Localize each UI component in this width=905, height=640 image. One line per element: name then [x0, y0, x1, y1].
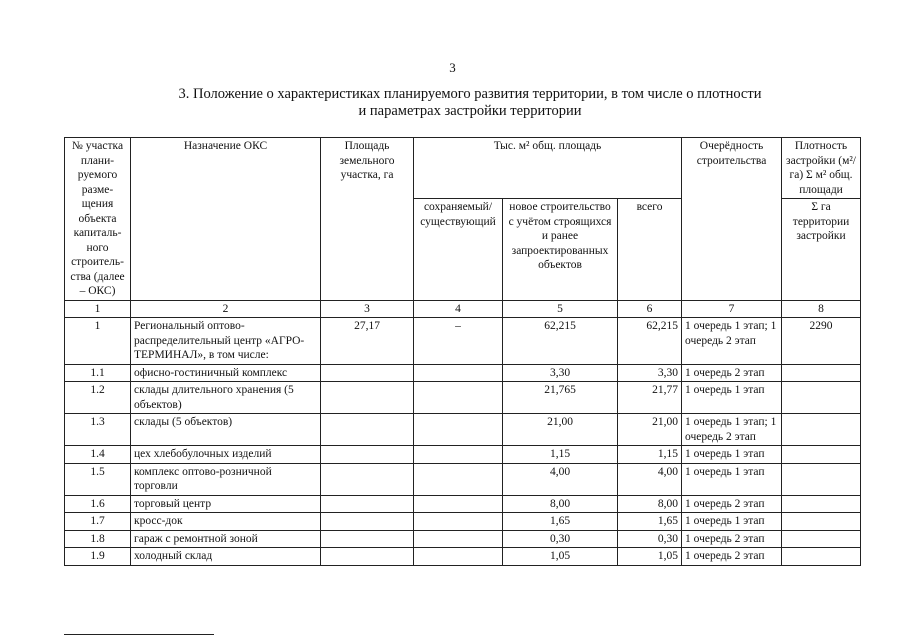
cell-land-area: 27,17	[321, 318, 414, 365]
cell-total: 21,00	[618, 414, 682, 446]
cell-purpose: склады длительного хранения (5 объектов)	[131, 382, 321, 414]
cell-density	[782, 414, 861, 446]
table-row	[65, 530, 861, 548]
header-land-area: Площадь земельного участка, га	[321, 138, 414, 301]
cell-purpose: цех хлебобулочных изделий	[131, 446, 321, 464]
column-number: 6	[618, 300, 682, 318]
cell-land-area	[321, 446, 414, 464]
cell-purpose: торговый центр	[131, 495, 321, 513]
cell-plot-number: 1.8	[65, 530, 131, 548]
header-plot-number: № участка плани-руемого разме-щения объекта капиталь-ного строитель-ства (далее – ОКС)	[65, 138, 131, 301]
column-number: 4	[414, 300, 503, 318]
title-line-2: и параметрах застройки территории	[358, 103, 582, 119]
cell-land-area	[321, 463, 414, 495]
cell-new-construction: 21,765	[503, 382, 618, 414]
cell-land-area	[321, 382, 414, 414]
cell-plot-number: 1.5	[65, 463, 131, 495]
cell-density	[782, 364, 861, 382]
cell-construction-order: 1 очередь 1 этап	[682, 463, 782, 495]
footnote-divider	[64, 634, 214, 635]
document-title	[120, 86, 820, 120]
header-density-bottom: Σ га территории застройки	[782, 199, 861, 301]
column-number: 5	[503, 300, 618, 318]
cell-land-area	[321, 364, 414, 382]
header-density-top: Плотность застройки (м²/га) Σ м² общ. площади	[782, 138, 861, 199]
page-number: 3	[449, 60, 456, 75]
cell-purpose: офисно-гостиничный комплекс	[131, 364, 321, 382]
cell-existing	[414, 463, 503, 495]
table-row	[65, 548, 861, 566]
header-purpose: Назначение ОКС	[131, 138, 321, 301]
cell-construction-order: 1 очередь 2 этап	[682, 364, 782, 382]
cell-density	[782, 513, 861, 531]
cell-plot-number: 1.7	[65, 513, 131, 531]
cell-existing	[414, 513, 503, 531]
cell-purpose: холодный склад	[131, 548, 321, 566]
cell-new-construction: 8,00	[503, 495, 618, 513]
cell-plot-number: 1.9	[65, 548, 131, 566]
cell-total: 8,00	[618, 495, 682, 513]
development-parameters-table	[64, 137, 861, 566]
cell-plot-number: 1.6	[65, 495, 131, 513]
cell-total: 0,30	[618, 530, 682, 548]
cell-purpose: гараж с ремонтной зоной	[131, 530, 321, 548]
cell-plot-number: 1.2	[65, 382, 131, 414]
cell-existing	[414, 414, 503, 446]
cell-existing	[414, 495, 503, 513]
cell-existing	[414, 548, 503, 566]
cell-total: 1,15	[618, 446, 682, 464]
table-row	[65, 318, 861, 365]
header-total: всего	[618, 199, 682, 301]
cell-purpose: склады (5 объектов)	[131, 414, 321, 446]
cell-plot-number: 1.1	[65, 364, 131, 382]
cell-density	[782, 463, 861, 495]
cell-construction-order: 1 очередь 2 этап	[682, 530, 782, 548]
cell-construction-order: 1 очередь 1 этап	[682, 446, 782, 464]
cell-existing: –	[414, 318, 503, 365]
cell-new-construction: 4,00	[503, 463, 618, 495]
table-row	[65, 382, 861, 414]
header-floor-area-group: Тыс. м² общ. площадь	[414, 138, 682, 199]
table-row	[65, 364, 861, 382]
cell-density	[782, 530, 861, 548]
cell-density	[782, 446, 861, 464]
cell-total: 62,215	[618, 318, 682, 365]
column-number: 2	[131, 300, 321, 318]
cell-construction-order: 1 очередь 1 этап	[682, 382, 782, 414]
cell-density: 2290	[782, 318, 861, 365]
cell-land-area	[321, 513, 414, 531]
cell-total: 3,30	[618, 364, 682, 382]
column-numbering-row	[65, 300, 861, 318]
table-body	[65, 300, 861, 565]
cell-new-construction: 0,30	[503, 530, 618, 548]
cell-construction-order: 1 очередь 1 этап; 1 очередь 2 этап	[682, 318, 782, 365]
cell-land-area	[321, 495, 414, 513]
cell-new-construction: 3,30	[503, 364, 618, 382]
cell-construction-order: 1 очередь 1 этап; 1 очередь 2 этап	[682, 414, 782, 446]
cell-new-construction: 1,05	[503, 548, 618, 566]
cell-total: 1,65	[618, 513, 682, 531]
cell-existing	[414, 364, 503, 382]
cell-new-construction: 1,65	[503, 513, 618, 531]
cell-total: 1,05	[618, 548, 682, 566]
cell-construction-order: 1 очередь 2 этап	[682, 548, 782, 566]
cell-existing	[414, 382, 503, 414]
cell-construction-order: 1 очередь 1 этап	[682, 513, 782, 531]
column-number: 8	[782, 300, 861, 318]
cell-total: 21,77	[618, 382, 682, 414]
column-number: 7	[682, 300, 782, 318]
cell-density	[782, 382, 861, 414]
table-row	[65, 495, 861, 513]
table-row	[65, 446, 861, 464]
cell-existing	[414, 530, 503, 548]
header-construction-order: Очерёдность строительства	[682, 138, 782, 301]
cell-plot-number: 1.3	[65, 414, 131, 446]
cell-density	[782, 495, 861, 513]
header-existing: сохраняемый/ существующий	[414, 199, 503, 301]
cell-existing	[414, 446, 503, 464]
cell-new-construction: 21,00	[503, 414, 618, 446]
header-new-construction: новое строительство с учётом строящихся и ранее запроектированных объектов	[503, 199, 618, 301]
cell-new-construction: 1,15	[503, 446, 618, 464]
table-row	[65, 414, 861, 446]
table-row	[65, 513, 861, 531]
cell-purpose: кросс-док	[131, 513, 321, 531]
title-line-1: 3. Положение о характеристиках планируемого развития территории, в том числе о плотности	[178, 86, 762, 102]
cell-land-area	[321, 414, 414, 446]
cell-construction-order: 1 очередь 2 этап	[682, 495, 782, 513]
column-number: 3	[321, 300, 414, 318]
cell-plot-number: 1.4	[65, 446, 131, 464]
cell-purpose: комплекс оптово-розничной торговли	[131, 463, 321, 495]
cell-total: 4,00	[618, 463, 682, 495]
cell-new-construction: 62,215	[503, 318, 618, 365]
column-number: 1	[65, 300, 131, 318]
cell-land-area	[321, 530, 414, 548]
cell-land-area	[321, 548, 414, 566]
cell-purpose: Региональный оптово-распределительный центр «АГРО-ТЕРМИНАЛ», в том числе:	[131, 318, 321, 365]
cell-density	[782, 548, 861, 566]
table-row	[65, 463, 861, 495]
cell-plot-number: 1	[65, 318, 131, 365]
